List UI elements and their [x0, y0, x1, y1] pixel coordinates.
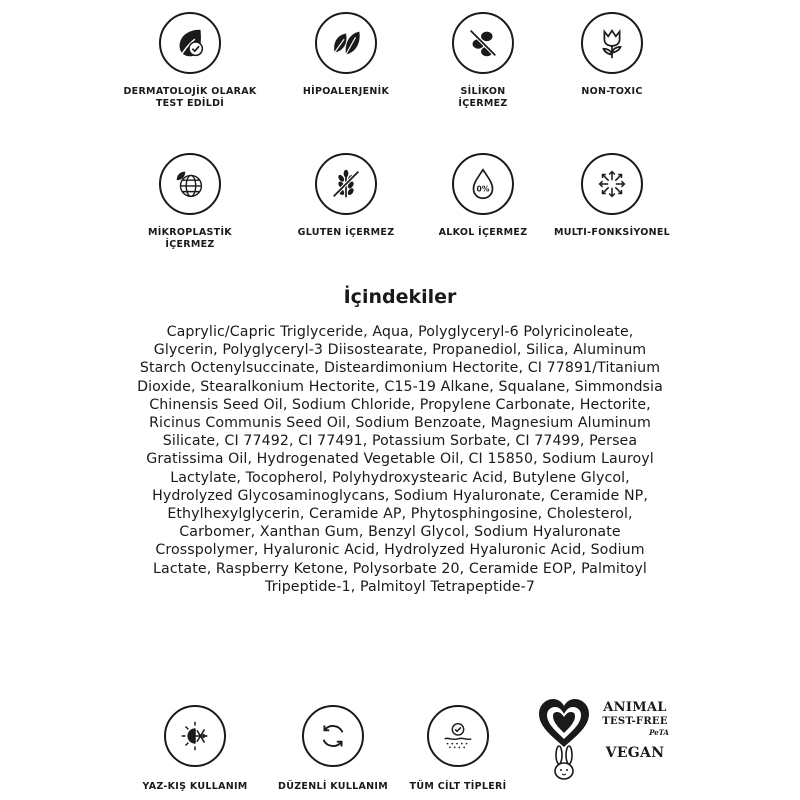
- peta-line-vegan: VEGAN: [605, 745, 665, 761]
- badge-label: MİKROPLASTİK İÇERMEZ: [148, 227, 232, 250]
- badge-label: NON-TOXIC: [581, 86, 643, 97]
- hypoallergenic-leaves-icon: [315, 12, 377, 74]
- tulip-icon: [581, 12, 643, 74]
- badge-all-skin-types: [373, 705, 543, 793]
- gluten-free-wheat-icon: [315, 153, 377, 215]
- refresh-cycle-icon: [302, 705, 364, 767]
- badge-dermatologically-tested: [105, 12, 275, 110]
- badge-label: HİPOALERJENİK: [302, 86, 390, 97]
- badge-microplastic-free: [105, 153, 275, 251]
- dermatologically-tested-icon: [159, 12, 221, 74]
- badge-label: GLUTEN İÇERMEZ: [297, 227, 395, 238]
- alcohol-free-drop-icon: [452, 153, 514, 215]
- badge-label: SİLİKON İÇERMEZ: [458, 86, 508, 109]
- microplastic-free-globe-icon: [159, 153, 221, 215]
- badge-non-toxic: [527, 12, 697, 98]
- multi-function-arrows-icon: [581, 153, 643, 215]
- badge-multi-functional: [527, 153, 697, 239]
- badge-label: DÜZENLİ KULLANIM: [278, 781, 388, 792]
- silicone-free-icon: [452, 12, 514, 74]
- badge-label: DERMATOLOJİK OLARAK TEST EDİLDİ: [123, 86, 257, 109]
- badge-label: ALKOL İÇERMEZ: [438, 227, 528, 238]
- badge-label: TÜM CİLT TİPLERİ: [409, 781, 507, 792]
- all-skin-types-icon: [427, 705, 489, 767]
- badge-label: YAZ-KIŞ KULLANIM: [142, 781, 248, 792]
- peta-line-test-free: TEST-FREE: [602, 716, 668, 727]
- badge-label: MULTI-FONKSİYONEL: [553, 227, 671, 238]
- peta-vegan-logo: [535, 695, 675, 785]
- peta-bunny-heart-icon: [535, 695, 593, 783]
- peta-org-label: PeTA: [649, 728, 669, 737]
- drop-percent-label: 0%: [476, 184, 490, 194]
- sun-snowflake-icon: [164, 705, 226, 767]
- peta-line-animal: ANIMAL: [603, 700, 667, 715]
- ingredients-list: Caprylic/Capric Triglyceride, Aqua, Polyglyceryl-6 Polyricinoleate, Glycerin, Polyglyceryl-3 Diisostearate, Propanediol, Silica, Aluminum Starch Octenylsuccinate, Disteardimonium Hectorite, CI 77891/Titanium Dioxide, Stearalkonium Hectorite, C15-19 Alkane, Squalane, Simmondsia Chinensis Seed Oil, Sodium Chloride, Propylene Carbonate, Hectorite, Ricinus Communis Seed Oil, Sodium Benzoate, Magnesium Aluminum Silicate, CI 77492, CI 77491, Potassium Sorbate, CI 77499, Persea Gratissima Oil, Hydrogenated Vegetable Oil, CI 15850, Sodium Lauroyl Lactylate, Tocopherol, Polyhydroxystearic Acid, Butylene Glycol, Hydrolyzed Glycosaminoglycans, Sodium Hyaluronate, Ceramide NP, Ethylhexylglycerin, Ceramide AP, Phytosphingosine, Cholesterol, Carbomer, Xanthan Gum, Benzyl Glycol, Sodium Hyaluronate Crosspolymer, Hyaluronic Acid, Hydrolyzed Hyaluronic Acid, Sodium Lactate, Raspberry Ketone, Polysorbate 20, Ceramide EOP, Palmitoyl Tripeptide-1, Palmitoyl Tetrapeptide-7: [137, 324, 663, 595]
- ingredients-title: İçindekiler: [343, 286, 457, 308]
